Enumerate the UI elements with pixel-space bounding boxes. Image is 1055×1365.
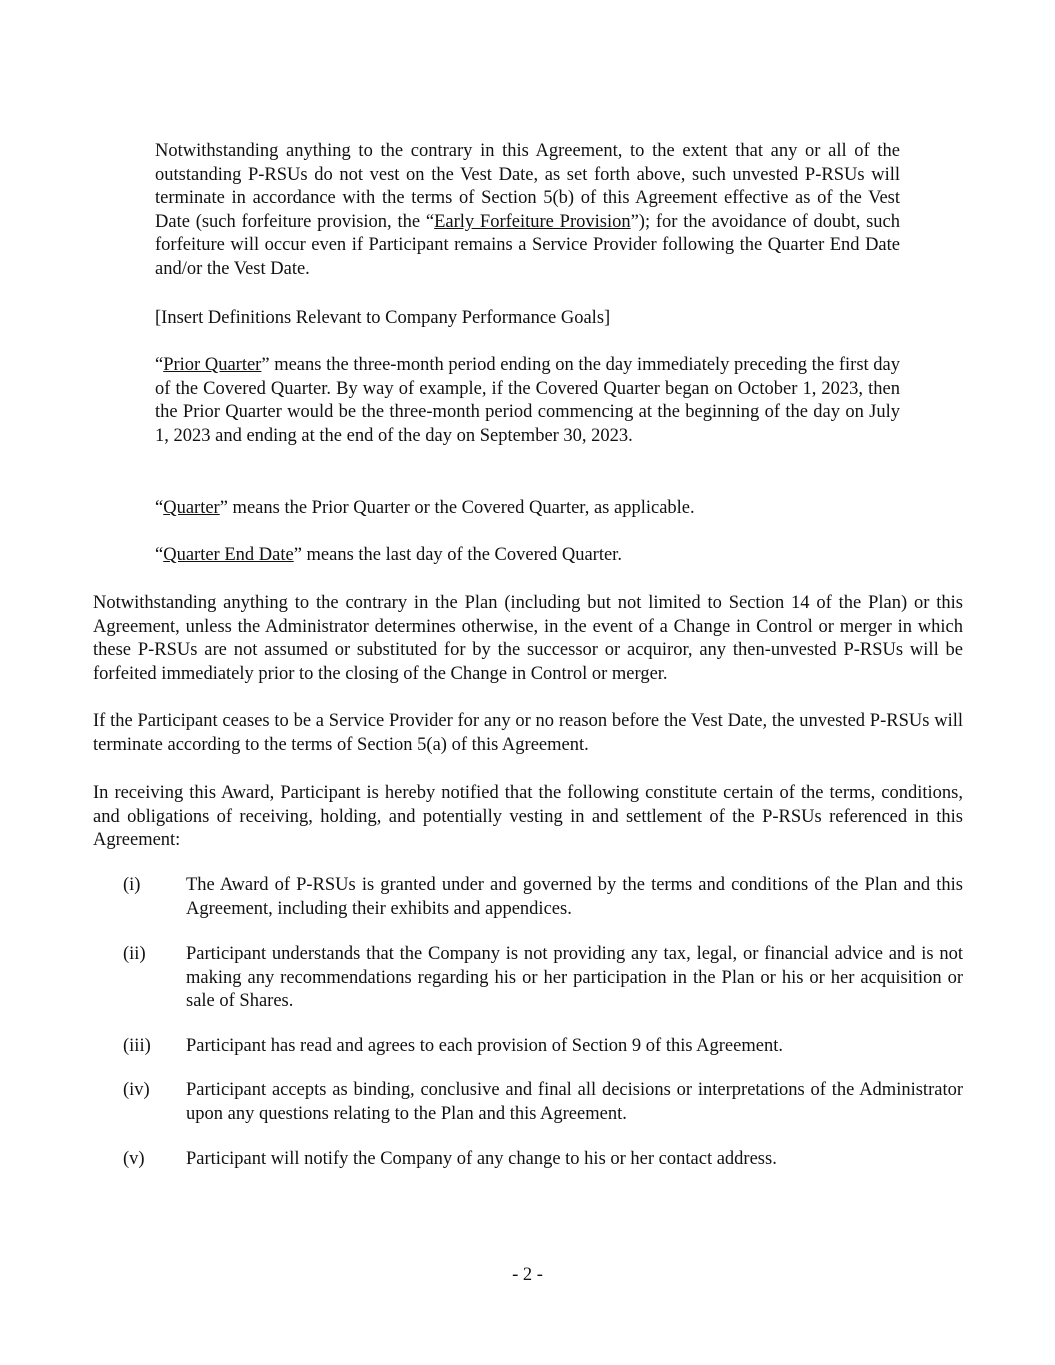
- list-item: [123, 1035, 963, 1059]
- list-item-number: (iv): [123, 1080, 150, 1100]
- insert-definitions-note: [Insert Definitions Relevant to Company Performance Goals]: [155, 308, 611, 328]
- page-number: - 2 -: [512, 1265, 543, 1285]
- receiving-award-paragraph: In receiving this Award, Participant is hereby notified that the following constitute certain of the terms, conditions, and obligations of receiving, holding, and potentially vesting in and settlement of the P-RSUs referenced in this Agreement:: [93, 783, 963, 851]
- list-item: [123, 1148, 963, 1172]
- list-item-number: (v): [123, 1149, 145, 1169]
- change-in-control-paragraph: Notwithstanding anything to the contrary in the Plan (including but not limited to Section 14 of the Plan) or this Agreement, unless the Administrator determines otherwise, in the event of a Change in Control or merger in which these P-RSUs are not assumed or substituted for by the successor or acquiror, any then-unvested P-RSUs will be forfeited immediately prior to the closing of the Change in Control or merger.: [93, 593, 963, 684]
- list-item-number: (ii): [123, 944, 146, 964]
- list-item: [123, 1079, 963, 1126]
- defined-term-early-forfeiture: Early Forfeiture Provision: [434, 211, 631, 232]
- list-item: [123, 874, 963, 921]
- defined-term-quarter-end-date: Quarter End Date: [163, 545, 294, 565]
- defined-term-quarter: Quarter: [163, 498, 220, 518]
- list-item-text: Participant understands that the Company is not providing any tax, legal, or financial advice and is not making any recommendations regarding his or her participation in the Plan or his or her acquisition or sale of Shares.: [186, 944, 963, 1012]
- definition-quarter-end-date: “Quarter End Date” means the last day of the Covered Quarter.: [155, 545, 622, 565]
- definition-prior-quarter: “Prior Quarter” means the three-month period ending on the day immediately preceding the first day of the Covered Quarter. By way of example, if the Covered Quarter began on October 1, 2023, then the Prior Quarter would be the three-month period commencing at the beginning of the day on July 1, 2023 and ending at the end of the day on September 30, 2023.: [155, 355, 901, 446]
- definition-quarter: “Quarter” means the Prior Quarter or the Covered Quarter, as applicable.: [155, 498, 695, 518]
- list-item-number: (i): [123, 875, 141, 895]
- forfeiture-paragraph: Notwithstanding anything to the contrary in this Agreement, to the extent that any or all of the outstanding P-RSUs do not vest on the Vest Date, as set forth above, such unvested P-RSUs will terminate in accordance with the terms of Section 5(b) of this Agreement effective as of the Vest Date (such forfeiture provision, the “Early Forfeiture Provision”); for the avoidance of doubt, such forfeiture will occur even if Participant remains a Service Provider following the Quarter End Date and/or the Vest Date.: [155, 141, 901, 279]
- list-item-text: Participant has read and agrees to each provision of Section 9 of this Agreement.: [186, 1036, 783, 1056]
- list-item: [123, 943, 963, 1014]
- list-item-number: (iii): [123, 1036, 151, 1056]
- defined-term-prior-quarter: Prior Quarter: [163, 355, 262, 375]
- list-item-text: Participant will notify the Company of any change to his or her contact address.: [186, 1149, 777, 1169]
- list-item-text: The Award of P-RSUs is granted under and governed by the terms and conditions of the Plan and this Agreement, including their exhibits and appendices.: [186, 875, 963, 919]
- cease-service-paragraph: If the Participant ceases to be a Service Provider for any or no reason before the Vest Date, the unvested P-RSUs will terminate according to the terms of Section 5(a) of this Agreement.: [93, 711, 963, 755]
- list-item-text: Participant accepts as binding, conclusive and final all decisions or interpretations of the Administrator upon any questions relating to the Plan and this Agreement.: [186, 1080, 963, 1124]
